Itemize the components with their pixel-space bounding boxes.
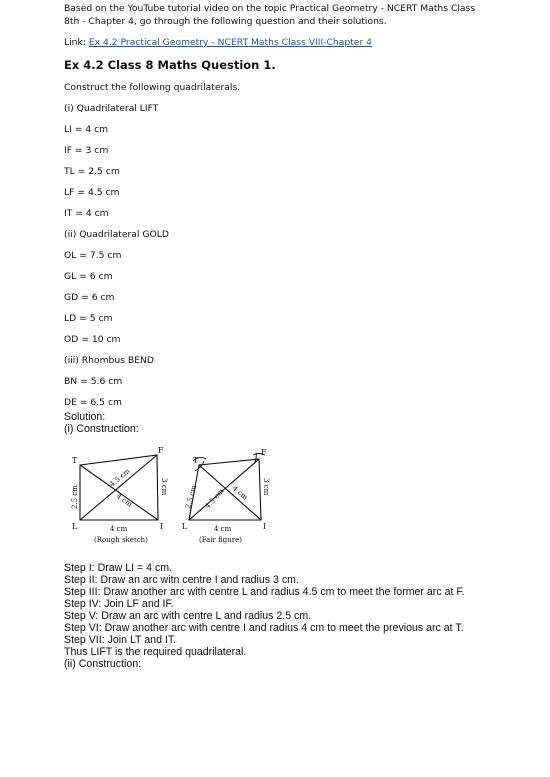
link-line	[64, 36, 372, 49]
fair-label-lf: 4.5 cm	[203, 487, 226, 511]
step-line: Step III: Draw another arc with centre L and radius 4.5 cm to meet the former arc at F.	[64, 586, 465, 598]
link-prefix: Link:	[64, 37, 89, 48]
fair-caption: (Fair figure)	[199, 536, 242, 544]
fair-label-if: 3 cm	[262, 478, 270, 496]
rough-sketch	[80, 455, 158, 520]
question-line: (i) Quadrilateral LIFT	[64, 103, 159, 114]
fair-label-tl: 2.5 cm	[184, 484, 199, 510]
fair-vertex-l: L	[182, 522, 188, 531]
fair-label-li: 4 cm	[214, 525, 232, 533]
step-line: Step V: Draw an arc with centre L and radius 2.5 cm.	[64, 610, 312, 622]
fair-vertex-f: F	[261, 448, 267, 457]
construction-label-ii: (ii) Construction:	[64, 658, 142, 670]
rough-diagonal-lf	[80, 455, 157, 520]
question-line: OL = 7.5 cm	[64, 250, 122, 261]
fair-figure	[189, 453, 265, 520]
question-line: OD = 10 cm	[64, 334, 121, 345]
rough-label-li: 4 cm	[110, 525, 128, 533]
question-heading: Ex 4.2 Class 8 Maths Question 1.	[64, 58, 276, 72]
step-line: Step II: Draw an arc witn centre I and radius 3 cm.	[64, 574, 299, 586]
fair-diagonal-ti	[199, 465, 261, 520]
question-line: IF = 3 cm	[64, 145, 109, 156]
question-line: LF = 4.5 cm	[64, 187, 120, 198]
rough-label-if: 3 cm	[160, 478, 168, 496]
rough-label-tl: 2.5 cm	[71, 485, 79, 509]
step-line: Step VI: Draw another arc with centre I and radius 4 cm to meet the previous arc at T.	[64, 622, 464, 634]
rough-vertex-i: I	[160, 522, 164, 531]
question-line: LD = 5 cm	[64, 313, 113, 324]
tutorial-link[interactable]: Ex 4.2 Practical Geometry - NCERT Maths Class VIII-Chapter 4	[88, 37, 372, 48]
question-line: GL = 6 cm	[64, 271, 113, 282]
construction-label: (i) Construction:	[64, 423, 139, 435]
rough-vertex-f: F	[158, 446, 164, 455]
question-line: BN = 5.6 cm	[64, 376, 123, 387]
intro-paragraph: Based on the YouTube tutorial video on the topic Practical Geometry - NCERT Maths Class 8th - Chapter 4, go through the following question and their solutions.	[64, 3, 476, 27]
rough-label-ti: 4 cm	[114, 492, 134, 509]
conclusion-line: Thus LIFT is the required quadrilateral.	[64, 646, 247, 658]
rough-vertex-l: L	[72, 522, 78, 531]
question-line: Construct the following quadrilaterals.	[64, 82, 241, 93]
question-line: TL = 2.5 cm	[64, 166, 120, 177]
step-line: Step IV: Join LF and IF.	[64, 598, 174, 610]
solution-label: Solution:	[64, 411, 106, 423]
rough-label-lf: 4.5 cm	[108, 467, 132, 489]
rough-caption: (Rough sketch)	[94, 536, 148, 544]
question-line: (iii) Rhombus BEND	[64, 355, 154, 366]
rough-vertex-t: T	[72, 456, 78, 465]
question-line: LI = 4 cm	[64, 124, 109, 135]
fair-vertex-i: I	[263, 522, 267, 531]
step-line: Step VII: Join LT and IT.	[64, 634, 177, 646]
fair-vertex-t: T	[193, 456, 199, 465]
question-line: (ii) Quadrilateral GOLD	[64, 229, 169, 240]
fair-label-ti: 4 cm	[230, 484, 250, 502]
question-line: GD = 6 cm	[64, 292, 115, 303]
construction-figure	[64, 443, 284, 555]
step-line: Step I: Draw LI = 4 cm.	[64, 562, 173, 574]
question-line: IT = 4 cm	[64, 208, 109, 219]
question-line: DE = 6.5 cm	[64, 397, 122, 408]
